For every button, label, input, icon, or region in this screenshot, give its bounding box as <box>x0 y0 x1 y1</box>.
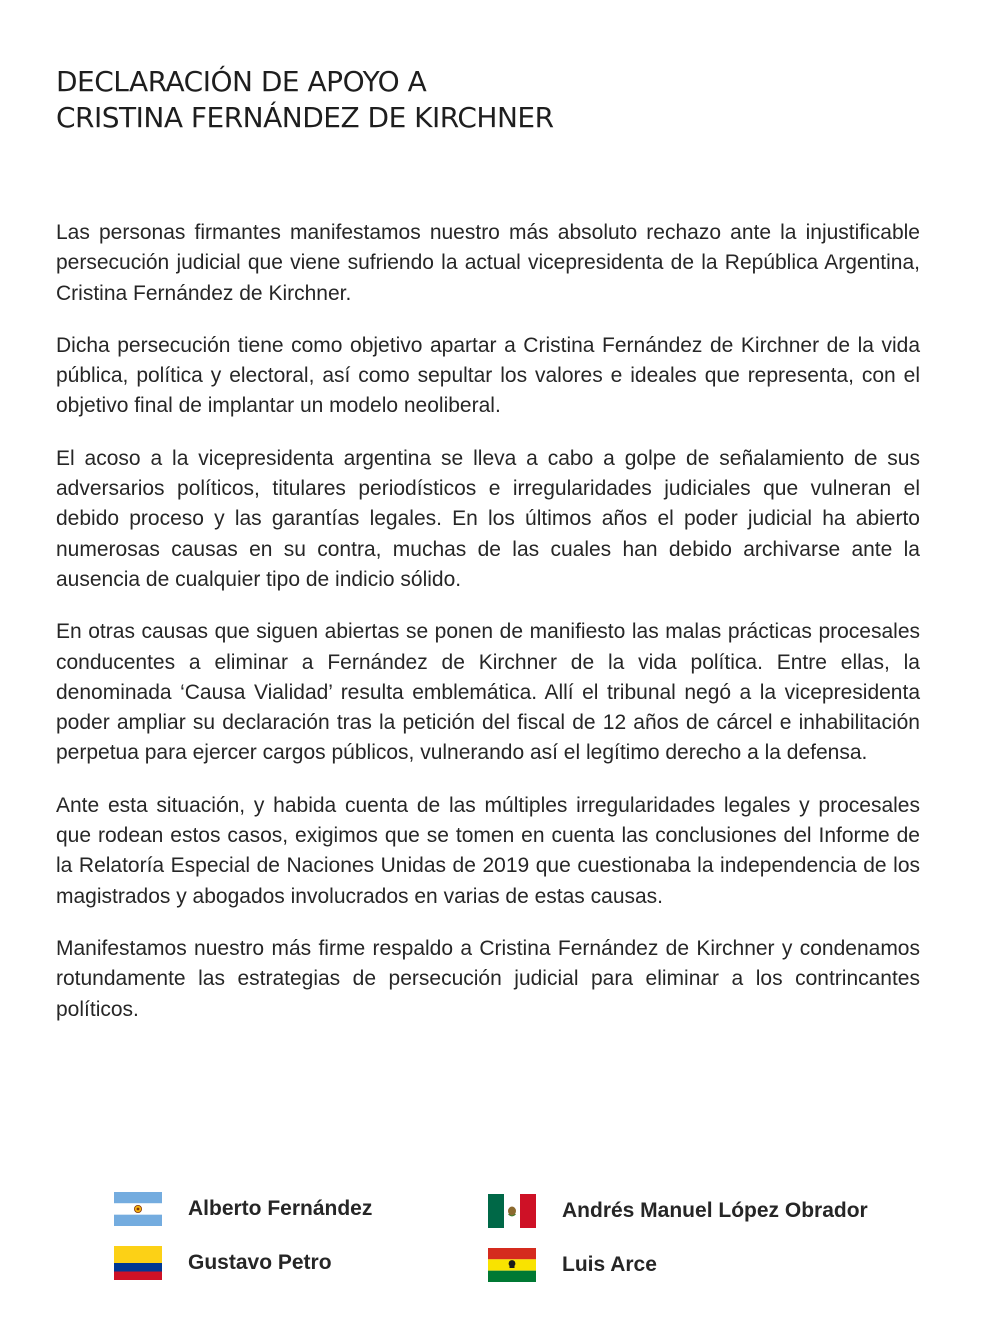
paragraph: Las personas firmantes manifestamos nuestro más absoluto rechazo ante la injustificable persecución judicial que viene sufriendo la actual vicepresidenta de la República Argentina, Cristina Fernández de Kirchner. <box>56 221 920 305</box>
argentina-flag-icon <box>114 1192 162 1226</box>
signatory-luis-arce <box>488 1248 657 1282</box>
declaration-body <box>56 218 920 1047</box>
signatories-list <box>114 1188 914 1288</box>
bolivia-flag-icon <box>488 1248 536 1282</box>
signatory-name: Gustavo Petro <box>188 1251 332 1274</box>
paragraph: Ante esta situación, y habida cuenta de las múltiples irregularidades legales y procesales que rodean estos casos, exigimos que se tomen en cuenta las conclusiones del Informe de la Relatoría Especial de Naciones Unidas de 2019 que cuestionaba la independencia de los magistrados y abogados involucrados en varias de estas causas. <box>56 793 920 908</box>
signatory-andres-manuel-lopez-obrador <box>488 1194 868 1228</box>
title-line-1: DECLARACIÓN DE APOYO A <box>56 65 427 98</box>
mexico-flag-icon <box>488 1194 536 1228</box>
signatory-alberto-fernandez <box>114 1192 372 1226</box>
signatory-name: Alberto Fernández <box>188 1197 373 1220</box>
paragraph: El acoso a la vicepresidenta argentina se lleva a cabo a golpe de señalamiento de sus adversarios políticos, titulares periodísticos e irregularidades judiciales que vulneran el debido proceso y las garantías legales. En los últimos años el poder judicial ha abierto numerosas causas en su contra, muchas de las cuales han debido archivarse ante la ausencia de cualquier tipo de indicio sólido. <box>56 446 920 591</box>
paragraph: Manifestamos nuestro más firme respaldo a Cristina Fernández de Kirchner y condenamos rotundamente las estrategias de persecución judicial para eliminar a los contrincantes políticos. <box>56 936 920 1021</box>
paragraph: En otras causas que siguen abiertas se ponen de manifiesto las malas prácticas procesales conducentes a eliminar a Fernández de Kirchner de la vida política. Entre ellas, la denominada ‘Causa Vialidad’ resulta emblemática. Allí el tribunal negó a la vicepresidenta poder ampliar su declaración tras la petición del fiscal de 12 años de cárcel e inhabilitación perpetua para ejercer cargos públicos, vulnerando así el legítimo derecho a la defensa. <box>56 620 920 765</box>
colombia-flag-icon <box>114 1246 162 1280</box>
paragraph: Dicha persecución tiene como objetivo apartar a Cristina Fernández de Kirchner de la vida pública, política y electoral, así como sepultar los valores e ideales que representa, con el objetivo final de implantar un modelo neoliberal. <box>56 333 920 418</box>
signatory-name: Luis Arce <box>562 1253 657 1276</box>
signatory-gustavo-petro <box>114 1246 332 1280</box>
page-title <box>56 64 554 136</box>
title-line-2: CRISTINA FERNÁNDEZ DE KIRCHNER <box>56 101 554 134</box>
signatory-name: Andrés Manuel López Obrador <box>562 1199 868 1222</box>
